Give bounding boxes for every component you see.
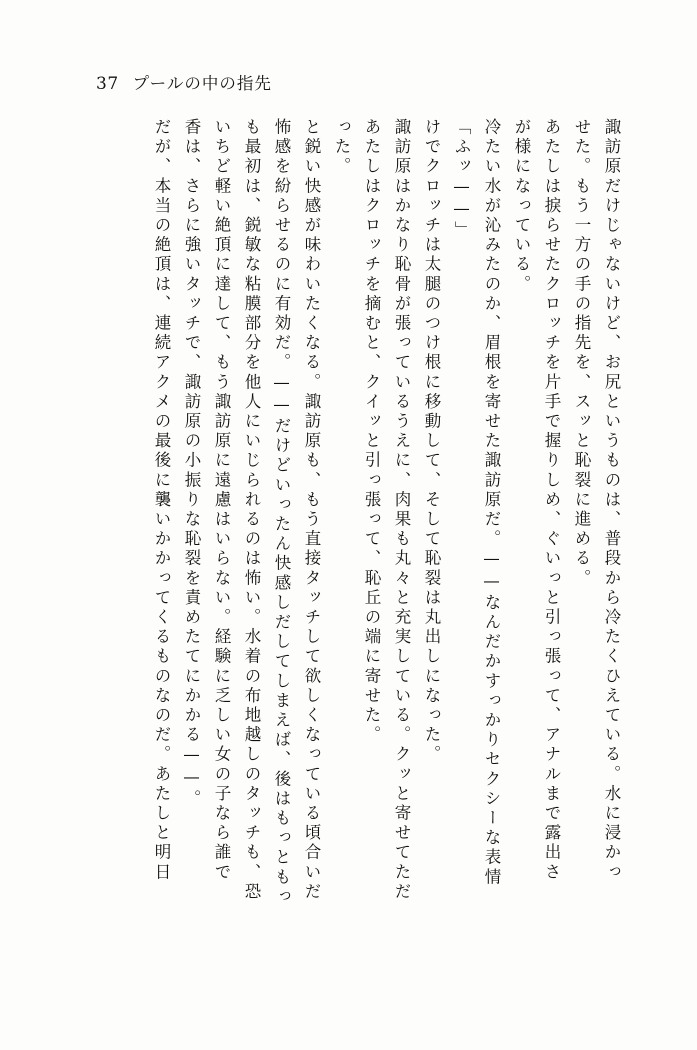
page-number: 37 [96, 74, 119, 94]
text-column: と鋭い快感が味わいたくなる。諏訪原も、もう直接タッチして欲しくなっている頃合いだ [302, 118, 321, 902]
text-column: せた。もう一方の手の指先を、スッと恥裂に進める。 [572, 118, 591, 589]
page-header [96, 70, 272, 94]
body-text [139, 118, 619, 998]
text-column: 香は、さらに強いタッチで、諏訪原の小振りな恥裂を責めたてにかかる——。 [182, 118, 201, 809]
text-column: あたしは捩らせたクロッチを片手で握りしめ、ぐいっと引っ張って、アナルまで露出さ [542, 118, 561, 883]
text-column: も最初は、鋭敏な粘膜部分を他人にいじられるのは怖い。水着の布地越しのタッチも、恐 [242, 118, 261, 902]
text-column: 諏訪原はかなり恥骨が張っているうえに、肉果も丸々と充実している。クッと寄せてただ [392, 118, 411, 902]
text-column: 怖感を紛らせるのに有効だ。——だけどいったん快感しだしてしまえば、後はもっともっ [272, 118, 291, 907]
text-column: だが、本当の絶頂は、連続アクメの最後に襲いかかってくるものなのだ。あたしと明日 [152, 118, 171, 883]
text-column: いちど軽い絶頂に達して、もう諏訪原に遠慮はいらない。経験に乏しい女の子なら誰で [212, 118, 231, 883]
text-column: 「ふッ——」 [452, 118, 471, 241]
running-title: プールの中の指先 [132, 74, 272, 93]
text-column: 冷たい水が沁みたのか、眉根を寄せた諏訪原だ。——なんだかすっかりセクシーな表情 [482, 118, 501, 888]
text-column: った。 [332, 118, 351, 177]
text-column: けでクロッチは太腿のつけ根に移動して、そして恥裂は丸出しになった。 [422, 118, 441, 765]
text-column: が様になっている。 [512, 118, 531, 295]
text-column: あたしはクロッチを摘むと、クイッと引っ張って、恥丘の端に寄せた。 [362, 118, 381, 746]
text-column: 諏訪原だけじゃないけど、お尻というものは、普段から冷たくひえている。水に浸かっ [602, 118, 621, 883]
